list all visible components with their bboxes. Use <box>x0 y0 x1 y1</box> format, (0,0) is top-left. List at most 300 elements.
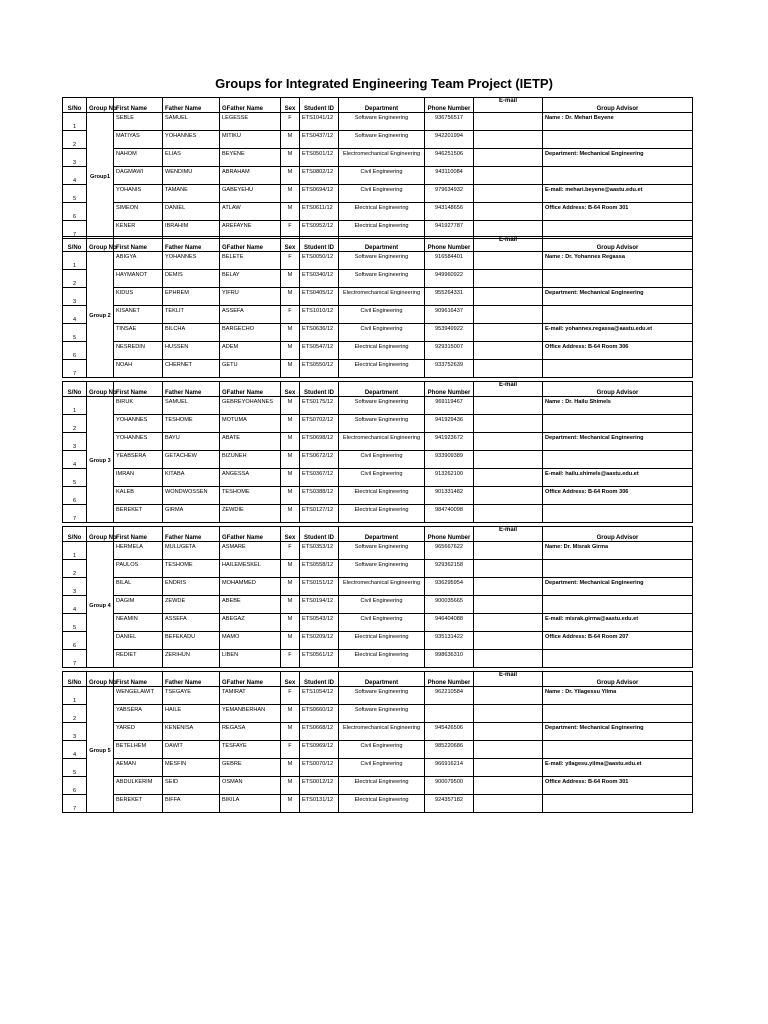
phone-cell: 984740098 <box>425 505 474 523</box>
first-name-cell: ABIGYA <box>114 252 163 270</box>
sno-cell: 2 <box>63 270 87 288</box>
student-id-cell: ETS0050/12 <box>300 252 339 270</box>
page-title: Groups for Integrated Engineering Team Project (IETP) <box>215 76 553 91</box>
first-name-cell: YOHANIS <box>114 185 163 203</box>
email-cell <box>474 415 543 433</box>
department-cell: Electrical Engineering <box>339 777 425 795</box>
group-name-cell: Group 4 <box>87 542 114 668</box>
sex-cell: M <box>281 415 300 433</box>
column-header: Department <box>339 237 425 252</box>
student-id-cell: ETS0367/12 <box>300 469 339 487</box>
advisor-cell <box>543 741 693 759</box>
father-name-cell: IBRAHIM <box>163 221 220 239</box>
sex-cell: M <box>281 167 300 185</box>
sno-cell: 6 <box>63 203 87 221</box>
first-name-cell: YOHANNES <box>114 433 163 451</box>
column-header: Group Advisor <box>543 98 693 113</box>
sex-cell: M <box>281 131 300 149</box>
group-name-cell: Group 3 <box>87 397 114 523</box>
first-name-cell: BEREKET <box>114 505 163 523</box>
email-cell <box>474 149 543 167</box>
department-cell: Software Engineering <box>339 270 425 288</box>
first-name-cell: DAGIM <box>114 596 163 614</box>
first-name-cell: YABSERA <box>114 705 163 723</box>
group-table <box>62 97 693 239</box>
father-name-cell: ENDRIS <box>163 578 220 596</box>
father-name-cell: GIRMA <box>163 505 220 523</box>
advisor-cell: Name : Dr. Yilagessu Yilma <box>543 687 693 705</box>
phone-cell: 935131422 <box>425 632 474 650</box>
phone-cell: 900035665 <box>425 596 474 614</box>
sno-cell: 1 <box>63 252 87 270</box>
advisor-cell <box>543 167 693 185</box>
student-id-cell: ETS0012/12 <box>300 777 339 795</box>
first-name-cell: YARED <box>114 723 163 741</box>
column-header: First Name <box>114 237 163 252</box>
student-id-cell: ETS0952/12 <box>300 221 339 239</box>
table-row <box>63 167 693 185</box>
email-cell <box>474 741 543 759</box>
phone-cell: 929362158 <box>425 560 474 578</box>
table-row <box>63 542 693 560</box>
group-table <box>62 236 693 378</box>
table-row <box>63 288 693 306</box>
father-name-cell: BILCHA <box>163 324 220 342</box>
department-cell: Software Engineering <box>339 687 425 705</box>
advisor-cell <box>543 596 693 614</box>
phone-cell: 916584401 <box>425 252 474 270</box>
sex-cell: M <box>281 596 300 614</box>
header-row <box>63 672 693 687</box>
column-header: S/No <box>63 672 87 687</box>
department-cell: Electrical Engineering <box>339 360 425 378</box>
first-name-cell: IMRAN <box>114 469 163 487</box>
student-id-cell: ETS0969/12 <box>300 741 339 759</box>
sno-cell: 5 <box>63 469 87 487</box>
advisor-cell <box>543 270 693 288</box>
department-cell: Electromechanical Engineering <box>339 288 425 306</box>
advisor-cell: Name : Dr. Hailu Shimels <box>543 397 693 415</box>
phone-cell: 979634932 <box>425 185 474 203</box>
gfather-name-cell: MAMO <box>220 632 281 650</box>
column-header: Department <box>339 98 425 113</box>
sno-cell: 5 <box>63 759 87 777</box>
department-cell: Software Engineering <box>339 705 425 723</box>
student-id-cell: ETS0175/12 <box>300 397 339 415</box>
department-cell: Civil Engineering <box>339 469 425 487</box>
email-cell <box>474 131 543 149</box>
phone-cell: 946251506 <box>425 149 474 167</box>
first-name-cell: MATIYAS <box>114 131 163 149</box>
student-id-cell: ETS0437/12 <box>300 131 339 149</box>
student-id-cell: ETS0388/12 <box>300 487 339 505</box>
table-row <box>63 723 693 741</box>
column-header: Phone Number <box>425 98 474 113</box>
table-row <box>63 342 693 360</box>
table-row <box>63 185 693 203</box>
header-row <box>63 237 693 252</box>
father-name-cell: YOHANNES <box>163 131 220 149</box>
father-name-cell: TESHOME <box>163 415 220 433</box>
email-cell <box>474 451 543 469</box>
sex-cell: M <box>281 397 300 415</box>
column-header: GFather Name <box>220 672 281 687</box>
student-id-cell: ETS0636/12 <box>300 324 339 342</box>
gfather-name-cell: LIBEN <box>220 650 281 668</box>
gfather-name-cell: BEYENE <box>220 149 281 167</box>
column-header: Phone Number <box>425 237 474 252</box>
gfather-name-cell: ABEGAZ <box>220 614 281 632</box>
email-cell <box>474 723 543 741</box>
advisor-cell: Name : Dr. Yohannes Regassa <box>543 252 693 270</box>
father-name-cell: DEMIS <box>163 270 220 288</box>
first-name-cell: NESREDIN <box>114 342 163 360</box>
gfather-name-cell: ABATE <box>220 433 281 451</box>
sno-cell: 7 <box>63 360 87 378</box>
advisor-cell: Department: Mechanical Engineering <box>543 288 693 306</box>
father-name-cell: TEKLIT <box>163 306 220 324</box>
email-cell <box>474 705 543 723</box>
sex-cell: M <box>281 203 300 221</box>
first-name-cell: KENER <box>114 221 163 239</box>
table-row <box>63 433 693 451</box>
email-cell <box>474 397 543 415</box>
email-cell <box>474 795 543 813</box>
table-row <box>63 324 693 342</box>
sex-cell: M <box>281 632 300 650</box>
column-header: Group No <box>87 672 114 687</box>
sno-cell: 3 <box>63 723 87 741</box>
gfather-name-cell: GEBRE <box>220 759 281 777</box>
student-id-cell: ETS0340/12 <box>300 270 339 288</box>
sex-cell: F <box>281 221 300 239</box>
gfather-name-cell: REGASA <box>220 723 281 741</box>
first-name-cell: BILAL <box>114 578 163 596</box>
advisor-cell: Office Address: B-64 Room 306 <box>543 487 693 505</box>
advisor-cell <box>543 705 693 723</box>
first-name-cell: KALEB <box>114 487 163 505</box>
sex-cell: M <box>281 614 300 632</box>
gfather-name-cell: ASMARE <box>220 542 281 560</box>
phone-cell: 966916214 <box>425 759 474 777</box>
gfather-name-cell: ABEBE <box>220 596 281 614</box>
advisor-cell: Office Address: B-64 Room 207 <box>543 632 693 650</box>
gfather-name-cell: ATLAW <box>220 203 281 221</box>
sex-cell: F <box>281 542 300 560</box>
advisor-cell <box>543 415 693 433</box>
advisor-cell <box>543 795 693 813</box>
advisor-cell: E-mail: hailu.shimels@aastu.edu.et <box>543 469 693 487</box>
column-header: Student ID <box>300 672 339 687</box>
department-cell: Software Engineering <box>339 252 425 270</box>
first-name-cell: HERMELA <box>114 542 163 560</box>
table-row <box>63 741 693 759</box>
student-id-cell: ETS0672/12 <box>300 451 339 469</box>
table-row <box>63 131 693 149</box>
student-id-cell: ETS0561/12 <box>300 650 339 668</box>
advisor-cell: E-mail: misrak.girma@aastu.edu.et <box>543 614 693 632</box>
student-id-cell: ETS0550/12 <box>300 360 339 378</box>
sex-cell: M <box>281 705 300 723</box>
phone-cell: 949960922 <box>425 270 474 288</box>
student-id-cell: ETS0405/12 <box>300 288 339 306</box>
father-name-cell: MULUGETA <box>163 542 220 560</box>
department-cell: Software Engineering <box>339 542 425 560</box>
sno-cell: 7 <box>63 795 87 813</box>
phone-cell: 962210584 <box>425 687 474 705</box>
email-cell <box>474 185 543 203</box>
gfather-name-cell: BELAY <box>220 270 281 288</box>
department-cell: Electromechanical Engineering <box>339 723 425 741</box>
column-header: Sex <box>281 527 300 542</box>
gfather-name-cell: BARGECHO <box>220 324 281 342</box>
advisor-cell: Department: Mechanical Engineering <box>543 723 693 741</box>
student-id-cell: ETS0353/12 <box>300 542 339 560</box>
table-row <box>63 632 693 650</box>
gfather-name-cell: MOTUMA <box>220 415 281 433</box>
column-header: Group Advisor <box>543 382 693 397</box>
gfather-name-cell: ASSEFA <box>220 306 281 324</box>
group-table <box>62 526 693 668</box>
table-row <box>63 578 693 596</box>
first-name-cell: NOAH <box>114 360 163 378</box>
father-name-cell: ASSEFA <box>163 614 220 632</box>
advisor-cell: Office Address: B-64 Room 301 <box>543 203 693 221</box>
first-name-cell: BIRUK <box>114 397 163 415</box>
column-header: Father Name <box>163 98 220 113</box>
email-cell <box>474 505 543 523</box>
email-cell <box>474 560 543 578</box>
department-cell: Electrical Engineering <box>339 487 425 505</box>
student-id-cell: ETS0660/12 <box>300 705 339 723</box>
column-header: S/No <box>63 527 87 542</box>
department-cell: Electrical Engineering <box>339 650 425 668</box>
father-name-cell: SAMUEL <box>163 113 220 131</box>
group-name-cell: Group 2 <box>87 252 114 378</box>
first-name-cell: AEMAN <box>114 759 163 777</box>
column-header: E-mail <box>474 237 543 252</box>
father-name-cell: HAILE <box>163 705 220 723</box>
email-cell <box>474 469 543 487</box>
email-cell <box>474 167 543 185</box>
first-name-cell: YEABSERA <box>114 451 163 469</box>
column-header: Group Advisor <box>543 237 693 252</box>
gfather-name-cell: BELETE <box>220 252 281 270</box>
column-header: Student ID <box>300 382 339 397</box>
column-header: First Name <box>114 98 163 113</box>
advisor-cell <box>543 560 693 578</box>
email-cell <box>474 687 543 705</box>
table-row <box>63 469 693 487</box>
sno-cell: 3 <box>63 578 87 596</box>
sex-cell: M <box>281 270 300 288</box>
column-header: GFather Name <box>220 237 281 252</box>
advisor-cell: Department: Mechanical Engineering <box>543 578 693 596</box>
student-id-cell: ETS0127/12 <box>300 505 339 523</box>
student-id-cell: ETS0698/12 <box>300 433 339 451</box>
column-header: Sex <box>281 98 300 113</box>
father-name-cell: EPHREM <box>163 288 220 306</box>
sex-cell: M <box>281 433 300 451</box>
gfather-name-cell: YIFRU <box>220 288 281 306</box>
first-name-cell: SEBLE <box>114 113 163 131</box>
email-cell <box>474 360 543 378</box>
advisor-cell: Department: Mechanical Engineering <box>543 149 693 167</box>
first-name-cell: HAYMANOT <box>114 270 163 288</box>
column-header: Department <box>339 382 425 397</box>
column-header: Phone Number <box>425 527 474 542</box>
first-name-cell: NAHOM <box>114 149 163 167</box>
sno-cell: 4 <box>63 741 87 759</box>
first-name-cell: DANIEL <box>114 632 163 650</box>
sno-cell: 5 <box>63 614 87 632</box>
sex-cell: M <box>281 469 300 487</box>
advisor-cell <box>543 451 693 469</box>
sex-cell: M <box>281 795 300 813</box>
column-header: Group No <box>87 382 114 397</box>
father-name-cell: DANIEL <box>163 203 220 221</box>
first-name-cell: BETELHEM <box>114 741 163 759</box>
sno-cell: 3 <box>63 149 87 167</box>
father-name-cell: TAMANE <box>163 185 220 203</box>
phone-cell: 929315007 <box>425 342 474 360</box>
student-id-cell: ETS0611/12 <box>300 203 339 221</box>
sex-cell: M <box>281 560 300 578</box>
email-cell <box>474 487 543 505</box>
group-name-cell: Group1 <box>87 113 114 239</box>
student-id-cell: ETS0668/12 <box>300 723 339 741</box>
gfather-name-cell: YEMANBERHAN <box>220 705 281 723</box>
column-header: S/No <box>63 237 87 252</box>
table-row <box>63 270 693 288</box>
sno-cell: 6 <box>63 632 87 650</box>
sex-cell: M <box>281 759 300 777</box>
sex-cell: M <box>281 324 300 342</box>
department-cell: Software Engineering <box>339 113 425 131</box>
father-name-cell: TESHOME <box>163 560 220 578</box>
sno-cell: 4 <box>63 451 87 469</box>
column-header: Student ID <box>300 98 339 113</box>
gfather-name-cell: ABRAHAM <box>220 167 281 185</box>
column-header: Father Name <box>163 672 220 687</box>
department-cell: Electrical Engineering <box>339 203 425 221</box>
department-cell: Software Engineering <box>339 397 425 415</box>
sno-cell: 7 <box>63 505 87 523</box>
column-header: Sex <box>281 382 300 397</box>
sex-cell: F <box>281 687 300 705</box>
gfather-name-cell: GEBREYOHANNES <box>220 397 281 415</box>
column-header: E-mail <box>474 527 543 542</box>
father-name-cell: ELIAS <box>163 149 220 167</box>
email-cell <box>474 759 543 777</box>
column-header: Student ID <box>300 237 339 252</box>
column-header: Phone Number <box>425 382 474 397</box>
table-row <box>63 614 693 632</box>
advisor-cell: Department: Mechanical Engineering <box>543 433 693 451</box>
phone-cell: 941929436 <box>425 415 474 433</box>
email-cell <box>474 433 543 451</box>
phone-cell: 909616437 <box>425 306 474 324</box>
column-header: Group No <box>87 237 114 252</box>
sno-cell: 4 <box>63 596 87 614</box>
header-row <box>63 382 693 397</box>
sex-cell: M <box>281 505 300 523</box>
table-row <box>63 306 693 324</box>
table-row <box>63 203 693 221</box>
first-name-cell: PAULOS <box>114 560 163 578</box>
email-cell <box>474 203 543 221</box>
phone-cell: 901331482 <box>425 487 474 505</box>
advisor-cell: Name : Dr. Mehari Beyene <box>543 113 693 131</box>
group-table <box>62 671 693 813</box>
gfather-name-cell: LEGESSE <box>220 113 281 131</box>
sno-cell: 2 <box>63 131 87 149</box>
father-name-cell: BEFEKADU <box>163 632 220 650</box>
column-header: Father Name <box>163 382 220 397</box>
student-id-cell: ETS0070/12 <box>300 759 339 777</box>
gfather-name-cell: AREFAYNE <box>220 221 281 239</box>
email-cell <box>474 342 543 360</box>
department-cell: Civil Engineering <box>339 306 425 324</box>
phone-cell: 985220686 <box>425 741 474 759</box>
sex-cell: F <box>281 306 300 324</box>
advisor-cell: E-mail: yilagesu.yilma@aastu.edu.et <box>543 759 693 777</box>
department-cell: Electrical Engineering <box>339 221 425 239</box>
father-name-cell: SEID <box>163 777 220 795</box>
student-id-cell: ETS0802/12 <box>300 167 339 185</box>
column-header: E-mail <box>474 98 543 113</box>
column-header: GFather Name <box>220 98 281 113</box>
father-name-cell: GETACHEW <box>163 451 220 469</box>
department-cell: Civil Engineering <box>339 614 425 632</box>
advisor-cell: Office Address: B-64 Room 306 <box>543 342 693 360</box>
gfather-name-cell: HAILEMESKEL <box>220 560 281 578</box>
father-name-cell: MESFIN <box>163 759 220 777</box>
gfather-name-cell: TESFAYE <box>220 741 281 759</box>
email-cell <box>474 542 543 560</box>
department-cell: Software Engineering <box>339 415 425 433</box>
father-name-cell: WENDIMU <box>163 167 220 185</box>
header-row <box>63 527 693 542</box>
table-row <box>63 759 693 777</box>
column-header: Group No <box>87 98 114 113</box>
department-cell: Civil Engineering <box>339 759 425 777</box>
sno-cell: 6 <box>63 342 87 360</box>
gfather-name-cell: ZEWDIE <box>220 505 281 523</box>
advisor-cell: E-mail: yohannes.regassa@aastu.edu.et <box>543 324 693 342</box>
gfather-name-cell: TESHOME <box>220 487 281 505</box>
department-cell: Electrical Engineering <box>339 632 425 650</box>
phone-cell: 933752639 <box>425 360 474 378</box>
student-id-cell: ETS0209/12 <box>300 632 339 650</box>
student-id-cell: ETS0501/12 <box>300 149 339 167</box>
department-cell: Electromechanical Engineering <box>339 578 425 596</box>
father-name-cell: BIFFA <box>163 795 220 813</box>
table-row <box>63 560 693 578</box>
table-row <box>63 149 693 167</box>
table-row <box>63 650 693 668</box>
table-row <box>63 487 693 505</box>
sex-cell: M <box>281 342 300 360</box>
phone-cell: 943110084 <box>425 167 474 185</box>
sno-cell: 7 <box>63 650 87 668</box>
sno-cell: 2 <box>63 415 87 433</box>
department-cell: Software Engineering <box>339 131 425 149</box>
first-name-cell: SIMEON <box>114 203 163 221</box>
advisor-cell <box>543 650 693 668</box>
phone-cell: 946404088 <box>425 614 474 632</box>
student-id-cell: ETS0702/12 <box>300 415 339 433</box>
